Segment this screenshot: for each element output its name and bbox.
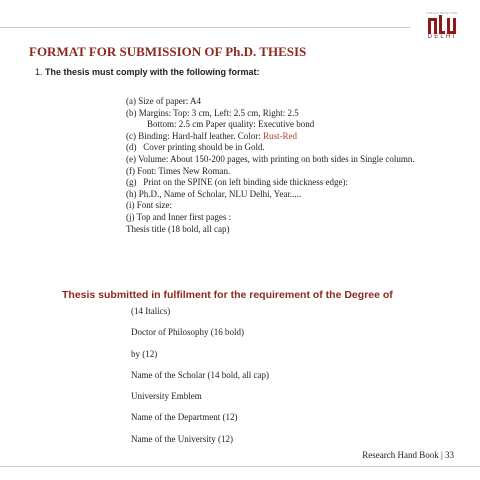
page-footer: Research Hand Book | 33 [362,450,454,460]
requirement-item: (f) Font: Times New Roman. [126,165,231,176]
detail-item: University Emblem [131,391,202,402]
requirement-item: (d) Cover printing should be in Gold. [126,142,265,153]
requirement-item: Thesis title (18 bold, all cap) [126,223,230,234]
requirement-item: Bottom: 2.5 cm Paper quality: Executive bond [147,119,315,130]
intro-text: The thesis must comply with the following format: [45,67,260,77]
detail-item: Name of the Department (12) [131,412,238,423]
binding-color-highlight: Rust-Red [262,130,297,141]
requirement-item: (b) Margins: Top: 3 cm, Left: 2.5 cm, Right: 2.5 [126,107,299,118]
format-intro [35,67,260,77]
requirement-item: (i) Font size: [126,200,172,211]
intro-number: 1. [35,67,43,77]
requirement-item: (h) Ph.D., Name of Scholar, NLU Delhi, Year..... [126,188,302,199]
nlu-monogram-icon [428,15,456,34]
title-page-details-list [131,306,269,455]
requirement-item: (c) Binding: Hard-half leather. Color: Rust-Red [126,130,297,141]
format-requirements-list [126,96,415,235]
detail-item: Doctor of Philosophy (16 bold) [131,327,244,338]
footer-divider [0,466,480,467]
requirement-item: (g) Print on the SPINE (on left binding side thickness edge): [126,177,348,188]
nlu-delhi-logo [420,12,464,40]
header-divider [0,27,410,28]
detail-item: Name of the University (12) [131,433,233,444]
requirement-item: (a) Size of paper: A4 [126,96,201,106]
detail-item: Name of the Scholar (14 bold, all cap) [131,369,269,380]
requirement-item: (e) Volume: About 150-200 pages, with printing on both sides in Single column. [126,153,415,164]
page-title: FORMAT FOR SUBMISSION OF Ph.D. THESIS [29,44,307,59]
degree-section-heading: Thesis submitted in fulfilment for the requirement of the Degree of [62,289,393,301]
detail-item: (14 Italics) [131,306,171,316]
requirement-item: (j) Top and Inner first pages : [126,211,232,222]
detail-item: by (12) [131,348,158,359]
logo-wordmark: DELHI [427,34,457,40]
logo-tagline: COMMON SENSE TRIAL [425,12,459,15]
